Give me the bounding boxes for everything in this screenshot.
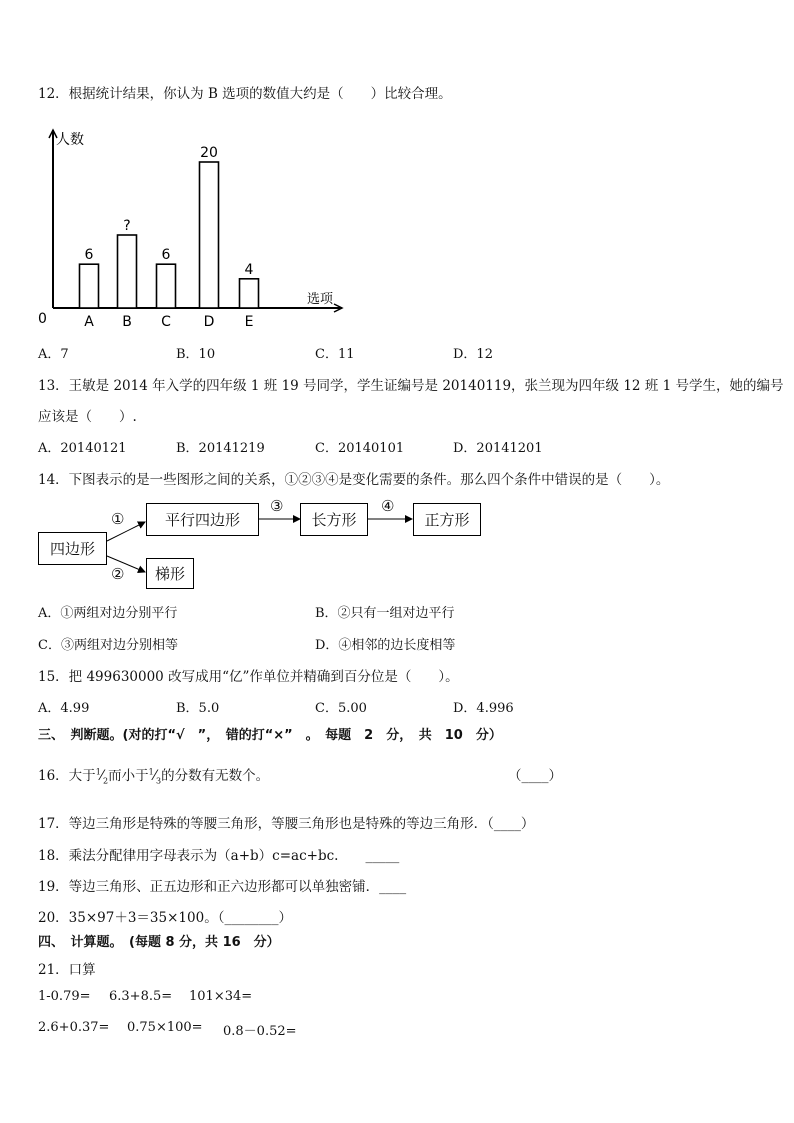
q14-option-c[interactable]: C．③两组对边分别相等 (38, 638, 178, 653)
chart-data-label-a: 6 (84, 247, 94, 264)
q13-text-line1: 13．王敏是 2014 年入学的四年级 1 班 19 号同学，学生证编号是 20140119，张兰现为四年级 12 班 1 号学生，她的编号 (38, 378, 784, 394)
q13-option-a[interactable]: A．20140121 (38, 441, 127, 456)
q16-answer-blank[interactable]: （____） (508, 768, 562, 784)
chart-tick-label-c: C (161, 314, 171, 330)
chart-tick-label-d: D (203, 314, 215, 330)
chart-origin-label: 0 (38, 311, 47, 327)
q15-option-c[interactable]: C．5.00 (315, 701, 367, 716)
q16-fraction-1-den: 2 (103, 776, 109, 786)
q14-option-a[interactable]: A．①两组对边分别平行 (38, 606, 178, 621)
condition-2-label: ② (111, 565, 125, 583)
q16-fraction-2: $^1⁄_3$ (148, 767, 162, 786)
q15-option-b[interactable]: B．5.0 (176, 701, 220, 716)
q13-option-d[interactable]: D．20141201 (453, 441, 543, 456)
q21-row1-item2: 6.3+8.5= (109, 989, 173, 1004)
q17-text: 17．等边三角形是特殊的等腰三角形，等腰三角形也是特殊的等边三角形．（____） (38, 816, 535, 832)
condition-1-label: ① (111, 510, 125, 528)
q13-option-c[interactable]: C．20140101 (315, 441, 405, 456)
chart-tick-label-b: B (122, 314, 132, 330)
chart-data-label-e: 4 (244, 261, 254, 278)
q16-fraction-1-num: 1 (95, 767, 101, 777)
q14-option-d[interactable]: D．④相邻的边长度相等 (315, 638, 456, 653)
q14-option-b[interactable]: B．②只有一组对边平行 (315, 606, 455, 621)
q21-row2-item3: 0.8－0.52= (223, 1024, 297, 1039)
q12-text: 12．根据统计结果，你认为 B 选项的数值大约是（ ）比较合理。 (38, 86, 452, 102)
node-square: 正方形 (413, 503, 481, 536)
condition-3-label: ③ (270, 497, 284, 515)
chart-x-axis-label: 选项 (307, 292, 334, 307)
q16-fraction-2-den: 3 (156, 776, 162, 786)
chart-tick-label-a: A (84, 314, 94, 330)
q16-post: 的分数有无数个。 (161, 768, 270, 784)
chart-y-axis-label: 人数 (56, 132, 84, 148)
q21-row2-item1: 2.6+0.37= (38, 1020, 110, 1035)
q16-text (38, 764, 269, 786)
q18-text: 18．乘法分配律用字母表示为（a+b）c=ac+bc. _____ (38, 848, 400, 864)
q21-title: 21．口算 (38, 962, 96, 978)
node-trapezoid: 梯形 (146, 558, 194, 589)
q15-text: 15．把 499630000 改写成用“亿”作单位并精确到百分位是（ ）。 (38, 669, 459, 685)
q16-fraction-2-num: 1 (148, 767, 154, 777)
q16-fraction-1: $^1⁄_2$ (95, 767, 109, 786)
node-rectangle: 长方形 (300, 503, 368, 536)
chart-data-label-d: 20 (200, 145, 218, 161)
node-quadrilateral: 四边形 (38, 532, 107, 565)
condition-4-label: ④ (381, 497, 395, 515)
q19-text: 19．等边三角形、正五边形和正六边形都可以单独密铺．____ (38, 879, 407, 895)
chart-tick-label-e: E (244, 314, 254, 330)
q16-pre: 16．大于 (38, 768, 96, 784)
section-3-heading: 三、 判断题。(对的打“√ ”， 错的打“×” 。 每题 2 分， 共 10 分） (38, 728, 502, 743)
q12-option-c[interactable]: C．11 (315, 347, 355, 362)
q13-option-b[interactable]: B．20141219 (176, 441, 265, 456)
q14-text: 14．下图表示的是一些图形之间的关系，①②③④是变化需要的条件。那么四个条件中错误的是（ ）。 (38, 472, 670, 488)
chart-data-label-c: 6 (161, 247, 171, 264)
q20-text: 20．35×97＋3＝35×100。（________） (38, 910, 292, 926)
q15-option-d[interactable]: D．4.996 (453, 701, 514, 716)
q15-option-a[interactable]: A．4.99 (38, 701, 90, 716)
node-parallelogram: 平行四边形 (146, 503, 259, 536)
q16-mid: 而小于 (108, 768, 149, 784)
q13-text-line2: 应该是（ ）. (38, 409, 137, 425)
section-4-heading: 四、 计算题。 (每题 8 分，共 16 分） (38, 935, 280, 950)
q12-option-b[interactable]: B．10 (176, 347, 216, 362)
q21-row2-item2: 0.75×100= (127, 1020, 203, 1035)
chart-data-label-b: ? (123, 218, 131, 234)
q21-row1-item3: 101×34= (189, 989, 253, 1004)
q21-row1-item1: 1-0.79= (38, 989, 91, 1004)
q12-option-a[interactable]: A．7 (38, 347, 69, 362)
q12-option-d[interactable]: D．12 (453, 347, 493, 362)
